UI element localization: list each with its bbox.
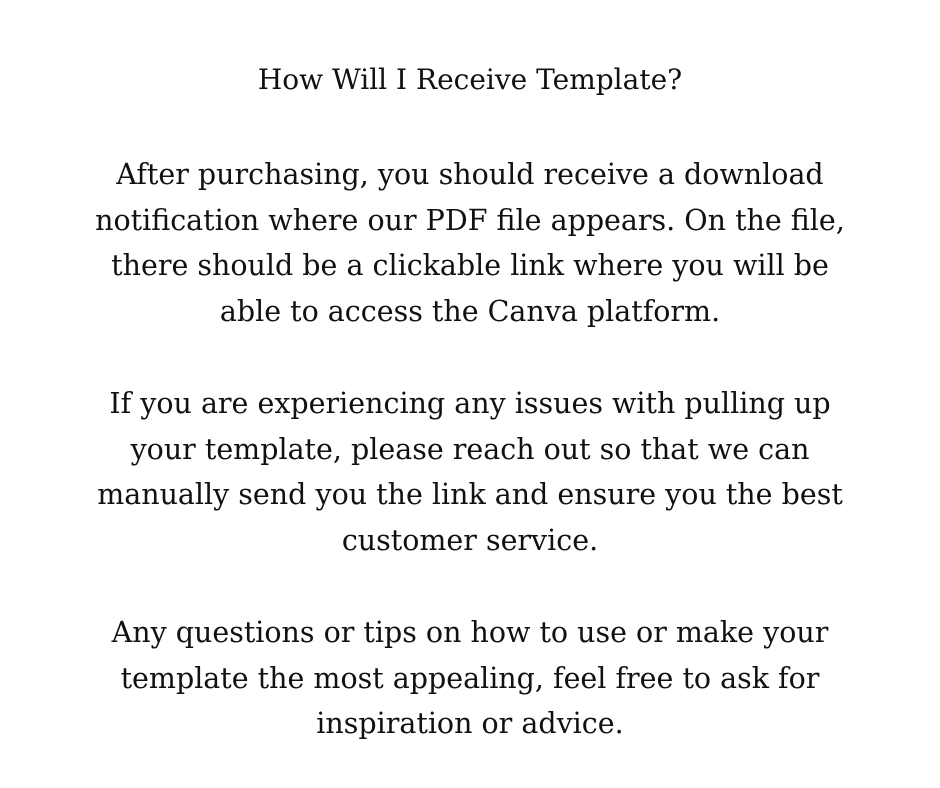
paragraph-line: your template, please reach out so that we can <box>130 432 810 466</box>
paragraph-line: manually send you the link and ensure you the best <box>97 478 843 511</box>
paragraph-issues <box>70 381 870 563</box>
paragraph-line: template the most appealing, feel free to ask for <box>120 661 820 695</box>
paragraph-line: customer service. <box>341 523 599 557</box>
paragraph-line: able to access the Canva platform. <box>219 294 721 328</box>
paragraph-line: After purchasing, you should receive a download <box>116 158 824 191</box>
paragraph-line: Any questions or tips on how to use or make your <box>111 616 829 649</box>
paragraph-line: notification where our PDF file appears. On the file, <box>95 203 845 237</box>
document-title: How Will I Receive Template? <box>257 63 683 96</box>
paragraph-line: inspiration or advice. <box>316 707 624 740</box>
paragraph-after-purchasing <box>70 152 870 334</box>
paragraph-line: there should be a clickable link where you will be <box>111 249 829 282</box>
paragraph-questions <box>70 610 870 747</box>
paragraph-line: If you are experiencing any issues with pulling up <box>109 387 831 420</box>
